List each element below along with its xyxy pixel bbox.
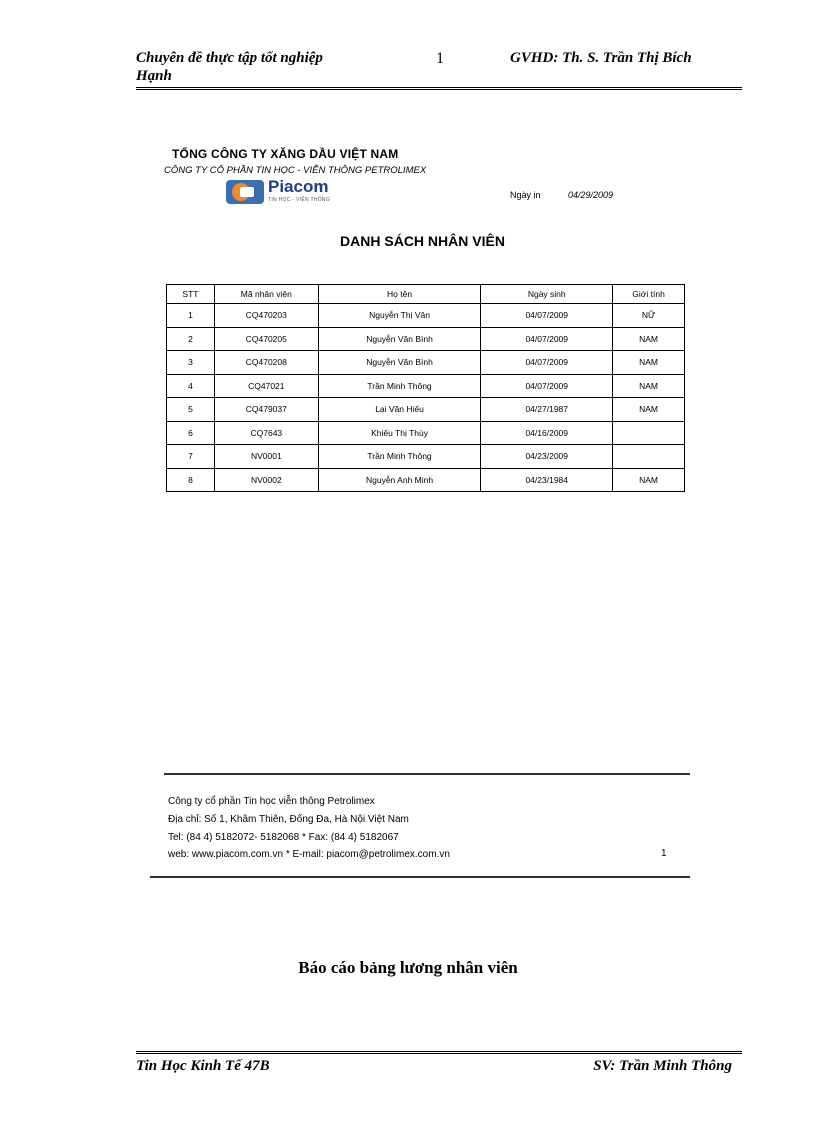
cell-stt: 5 [167, 398, 215, 422]
logo-text: Piacom [268, 177, 329, 196]
print-date-value: 04/29/2009 [568, 190, 614, 200]
cell-employee-id: NV0001 [214, 445, 318, 469]
table-row [167, 374, 685, 398]
cell-gender: NỮ [613, 304, 685, 328]
employee-table [166, 284, 685, 492]
table-row [167, 445, 685, 469]
cell-birth-date: 04/07/2009 [481, 374, 613, 398]
header-title-line1: Chuyên đề thực tập tốt nghiệp [136, 50, 323, 66]
cell-birth-date: 04/07/2009 [481, 327, 613, 351]
table-row [167, 304, 685, 328]
cell-birth-date: 04/27/1987 [481, 398, 613, 422]
cell-gender [613, 445, 685, 469]
cell-full-name: Nguyễn Thị Vân [318, 304, 481, 328]
cell-employee-id: CQ7643 [214, 421, 318, 445]
report-page-number: 1 [661, 848, 667, 859]
cell-gender: NAM [613, 468, 685, 492]
col-header-gender: Giới tính [613, 285, 685, 304]
col-header-employee-id: Mã nhân viên [214, 285, 318, 304]
cell-full-name: Khiếu Thị Thùy [318, 421, 481, 445]
report-footer-rule-top [164, 773, 690, 775]
section-title: Báo cáo bảng lương nhân viên [298, 958, 518, 977]
footer-web-email: web: www.piacom.com.vn * E-mail: piacom@petrolimex.com.vn [168, 849, 450, 860]
print-date-label: Ngày in [510, 190, 541, 200]
header-title-line2: Hạnh [136, 68, 172, 84]
report-title: DANH SÁCH NHÂN VIÊN [340, 233, 505, 249]
cell-stt: 4 [167, 374, 215, 398]
col-header-stt: STT [167, 285, 215, 304]
cell-employee-id: CQ479037 [214, 398, 318, 422]
cell-stt: 3 [167, 351, 215, 375]
footer-company: Công ty cổ phần Tin học viễn thông Petrolimex [168, 796, 375, 807]
cell-birth-date: 04/16/2009 [481, 421, 613, 445]
cell-employee-id: NV0002 [214, 468, 318, 492]
company-name: TỔNG CÔNG TY XĂNG DẦU VIỆT NAM [172, 147, 399, 161]
report-footer-rule-bottom [150, 876, 690, 878]
cell-full-name: Trần Minh Thông [318, 445, 481, 469]
cell-stt: 1 [167, 304, 215, 328]
cell-gender: NAM [613, 327, 685, 351]
col-header-full-name: Họ tên [318, 285, 481, 304]
cell-full-name: Nguyễn Văn Bình [318, 327, 481, 351]
piacom-logo-mark-icon [226, 180, 264, 204]
cell-employee-id: CQ470208 [214, 351, 318, 375]
report-image [150, 140, 695, 885]
subsidiary-name: CÔNG TY CỔ PHẦN TIN HỌC - VIỄN THÔNG PETROLIMEX [164, 165, 427, 176]
table-row [167, 468, 685, 492]
cell-gender: NAM [613, 374, 685, 398]
cell-stt: 2 [167, 327, 215, 351]
header-advisor: GVHD: Th. S. Trần Thị Bích [510, 50, 692, 66]
cell-gender: NAM [613, 398, 685, 422]
piacom-logo [226, 178, 344, 206]
cell-employee-id: CQ47021 [214, 374, 318, 398]
table-row [167, 351, 685, 375]
cell-stt: 7 [167, 445, 215, 469]
footer-class: Tin Học Kinh Tế 47B [136, 1058, 270, 1074]
cell-birth-date: 04/07/2009 [481, 304, 613, 328]
footer-rule [136, 1051, 742, 1054]
col-header-birth-date: Ngày sinh [481, 285, 613, 304]
logo-subtext: TIN HỌC - VIỄN THÔNG [268, 197, 331, 203]
cell-gender: NAM [613, 351, 685, 375]
cell-stt: 6 [167, 421, 215, 445]
header-page-number: 1 [436, 50, 444, 67]
cell-employee-id: CQ470205 [214, 327, 318, 351]
cell-stt: 8 [167, 468, 215, 492]
table-header-row [167, 285, 685, 304]
cell-full-name: Nguyễn Anh Minh [318, 468, 481, 492]
footer-contact: Tel: (84 4) 5182072- 5182068 * Fax: (84 4) 5182067 [168, 832, 399, 843]
cell-full-name: Lại Văn Hiếu [318, 398, 481, 422]
cell-birth-date: 04/07/2009 [481, 351, 613, 375]
footer-address: Địa chỉ: Số 1, Khâm Thiên, Đống Đa, Hà Nội Việt Nam [168, 814, 409, 825]
cell-full-name: Trần Minh Thông [318, 374, 481, 398]
table-row [167, 421, 685, 445]
table-row [167, 398, 685, 422]
cell-full-name: Nguyễn Văn Bình [318, 351, 481, 375]
header-rule [136, 87, 742, 90]
cell-birth-date: 04/23/1984 [481, 468, 613, 492]
cell-employee-id: CQ470203 [214, 304, 318, 328]
page-header [136, 50, 742, 90]
cell-birth-date: 04/23/2009 [481, 445, 613, 469]
footer-student: SV: Trần Minh Thông [593, 1058, 732, 1074]
cell-gender [613, 421, 685, 445]
table-row [167, 327, 685, 351]
